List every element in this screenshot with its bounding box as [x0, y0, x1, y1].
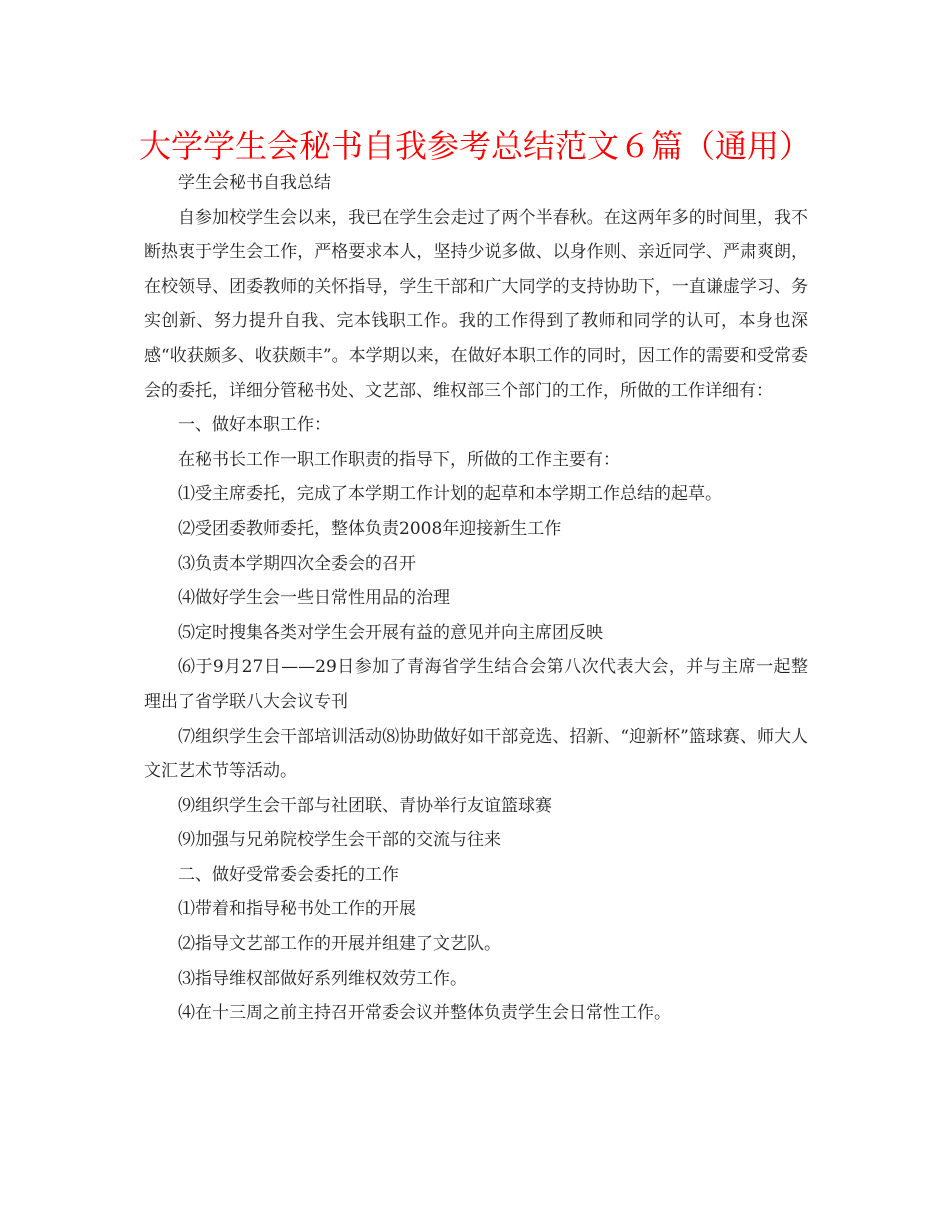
list-item: ⑷做好学生会一些日常性用品的治理	[178, 588, 450, 609]
list-item: ⑼组织学生会干部与社团联、青协举行友谊篮球赛	[178, 795, 552, 816]
list-item: ⑵受团委教师委托，整体负责2008年迎接新生工作	[178, 518, 562, 539]
list-item: ⑷在十三周之前主持召开常委会议并整体负责学生会日常性工作。	[178, 1003, 671, 1024]
list-item: ⑶负责本学期四次全委会的召开	[178, 553, 416, 574]
list-item: ⑸定时搜集各类对学生会开展有益的意见并向主席团反映	[178, 622, 603, 643]
list-item: ⑼加强与兄弟院校学生会干部的交流与往来	[178, 830, 501, 851]
document-title: 大学学生会秘书自我参考总结范文６篇（通用）	[138, 127, 811, 165]
list-item: ⑴受主席委托，完成了本学期工作计划的起草和本学期工作总结的起草。	[178, 484, 722, 505]
list-item: ⑺组织学生会干部培训活动⑻协助做好如干部竞选、招新、“迎新杯”篮球赛、师大人文汇艺术节等活动。	[144, 726, 808, 782]
body-paragraph: 自参加校学生会以来，我已在学生会走过了两个半春秋。在这两年多的时间里，我不断热衷于学生会工作，严格要求本人，坚持少说多做、以身作则、亲近同学、严肃爽朗，在校领导、团委教师的关怀指导，学生干部和广大同学的支持协助下，一直谦虚学习、务实创新、努力提升自我、完本钱职工作。我的工作得到了教师和同学的认可，本身也深感“收获颇多、收获颇丰”。本学期以来，在做好本职工作的同时，因工作的需要和受常委会的委托，详细分管秘书处、文艺部、维权部三个部门的工作，所做的工作详细有：	[144, 207, 808, 401]
section-heading-paragraph: 一、做好本职工作：	[178, 415, 331, 436]
list-item: ⑹于9月27日——29日参加了青海省学生结合会第八次代表大会，并与主席一起整理出了省学联八大会议专刊	[144, 657, 808, 712]
list-item: ⑶指导维权部做好系列维权效劳工作。	[178, 968, 467, 989]
section-heading-paragraph: 学生会秘书自我总结	[178, 173, 331, 193]
document-body	[144, 166, 808, 1031]
body-paragraph: 在秘书长工作一职工作职责的指导下，所做的工作主要有：	[178, 449, 620, 470]
section-heading-paragraph: 二、做好受常委会委托的工作	[178, 864, 399, 885]
list-item: ⑵指导文艺部工作的开展并组建了文艺队。	[178, 934, 501, 955]
list-item: ⑴带着和指导秘书处工作的开展	[178, 899, 416, 920]
